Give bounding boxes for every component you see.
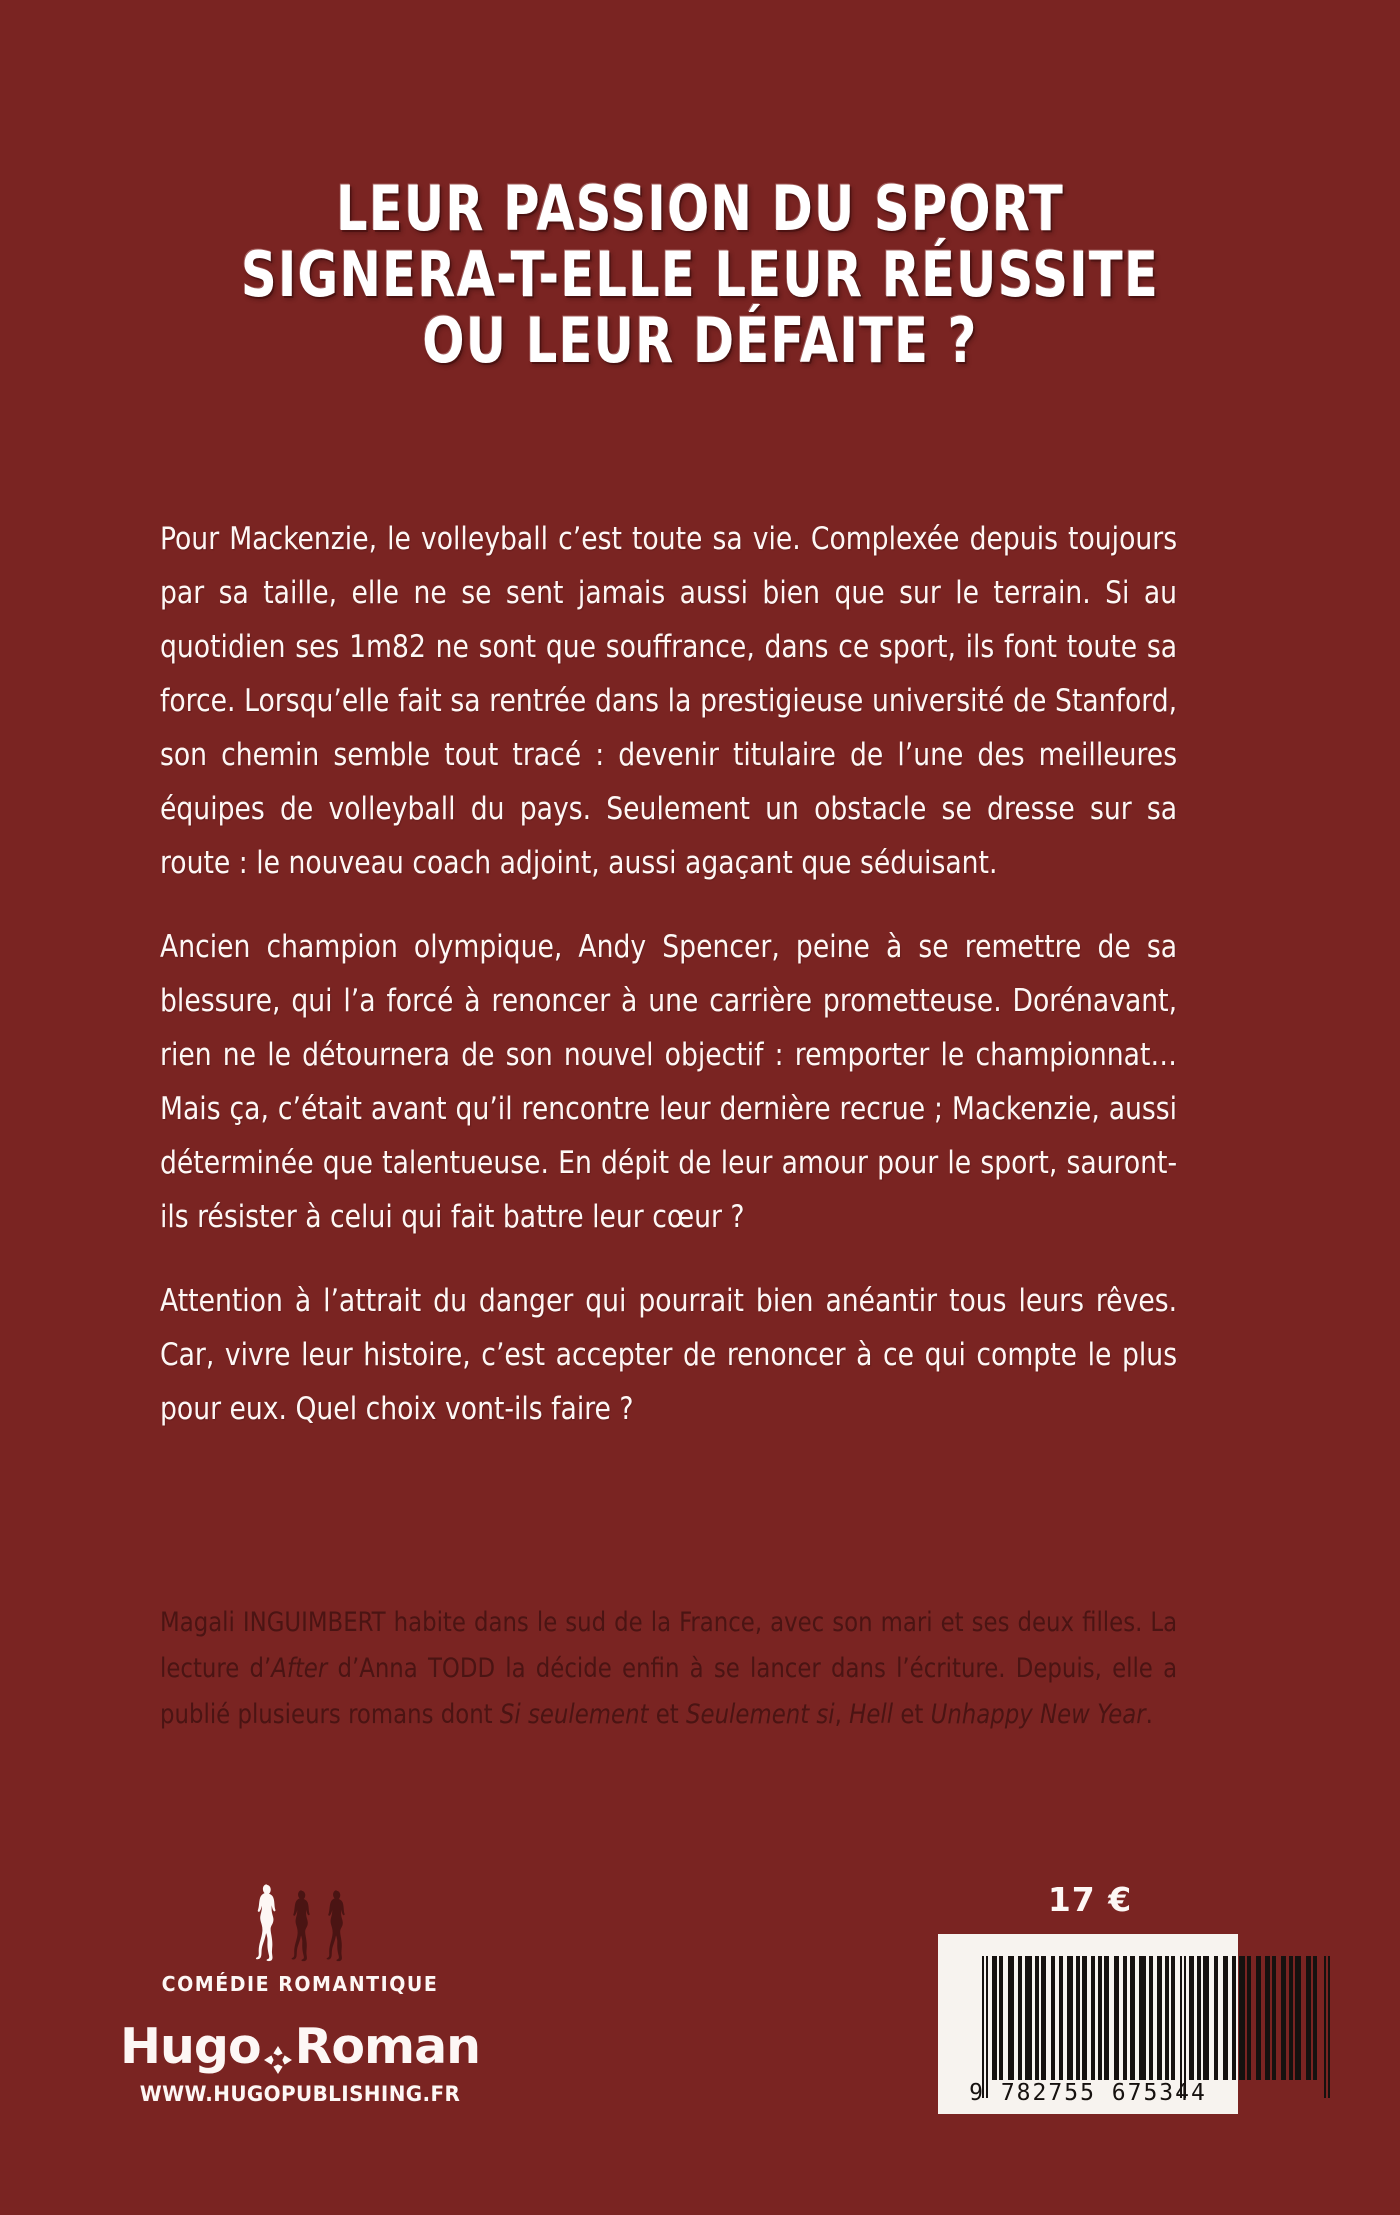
blurb-paragraph-2: Ancien champion olympique, Andy Spencer, peine à se remettre de sa blessure, qui l’a forcé à renoncer à une carrière prometteuse. Dorénavant, rien ne le détournera de son nouvel objectif : remporter le championnat… Mais ça, c’était avant qu’il rencontre leur dernière recrue ; Mackenzie, aussi déterminée que talentueuse. En dépit de leur amour pour le sport, sauront-ils résister à celui qui fait battre leur cœur ? — [160, 929, 1178, 1235]
imprint-name-first: Hugo — [119, 2018, 261, 2075]
imprint-name-second: Roman — [294, 2018, 481, 2075]
barcode-bars — [976, 1956, 1330, 2080]
bio-book-title: Si seulement — [499, 1699, 649, 1730]
price-label: 17 € — [1047, 1880, 1133, 1919]
bio-text-run: . — [1145, 1699, 1153, 1730]
headline-line-2: SIGNERA-T-ELLE LEUR RÉUSSITE — [240, 238, 1160, 311]
four-point-compass-icon — [263, 2034, 293, 2064]
three-women-silhouettes-icon — [120, 1880, 480, 1962]
bio-book-title: Seulement si — [686, 1699, 835, 1730]
bio-text-run: et — [648, 1699, 687, 1730]
blurb-paragraph-3: Attention à l’attrait du danger qui pourrait bien anéantir tous leurs rêves. Car, vivre leur histoire, c’est accepter de renoncer à ce qui compte le plus pour eux. Quel choix vont-ils faire ? — [160, 1283, 1178, 1427]
blurb-block — [160, 512, 1242, 1436]
bio-text-run: Magali INGUIMBERT habite dans le sud de la France, avec son mari et ses deux filles. La lecture d’ — [160, 1607, 1178, 1684]
bio-book-title: Hell — [849, 1699, 894, 1730]
headline-block — [0, 172, 1400, 377]
imprint-logo — [119, 2018, 481, 2075]
author-bio-block — [160, 1600, 1242, 1738]
author-bio-text — [160, 1600, 1177, 1738]
publisher-block — [120, 1880, 480, 2106]
bio-book-title: After — [271, 1653, 328, 1684]
headline-line-3: OU LEUR DÉFAITE ? — [422, 304, 978, 377]
headline-line-1: LEUR PASSION DU SPORT — [336, 172, 1064, 245]
collection-label: COMÉDIE ROMANTIQUE — [161, 1972, 439, 1996]
bio-text-run: d’Anna TODD la décide enfin à se lancer dans l’écriture. Depuis, elle a publié plusieurs romans dont — [160, 1653, 1178, 1730]
bio-text-run: et — [893, 1699, 931, 1730]
ean13-barcode-icon — [938, 1934, 1238, 2114]
publisher-website: WWW.HUGOPUBLISHING.FR — [139, 2082, 461, 2106]
barcode-number: 9 782755 675344 — [969, 2080, 1207, 2106]
bio-book-title: Unhappy New Year — [930, 1699, 1146, 1730]
blurb-paragraph-1: Pour Mackenzie, le volleyball c’est toute sa vie. Complexée depuis toujours par sa taille, elle ne se sent jamais aussi bien que sur le terrain. Si au quotidien ses 1m82 ne sont que souffrance, dans ce sport, ils font toute sa force. Lorsqu’elle fait sa rentrée dans la prestigieuse université de Stanford, son chemin semble tout tracé : devenir titulaire de l’une des meilleures équipes de volleyball du pays. Seulement un obstacle se dresse sur sa route : le nouveau coach adjoint, aussi agaçant que séduisant. — [160, 521, 1178, 881]
bio-text-run: , — [834, 1699, 850, 1730]
